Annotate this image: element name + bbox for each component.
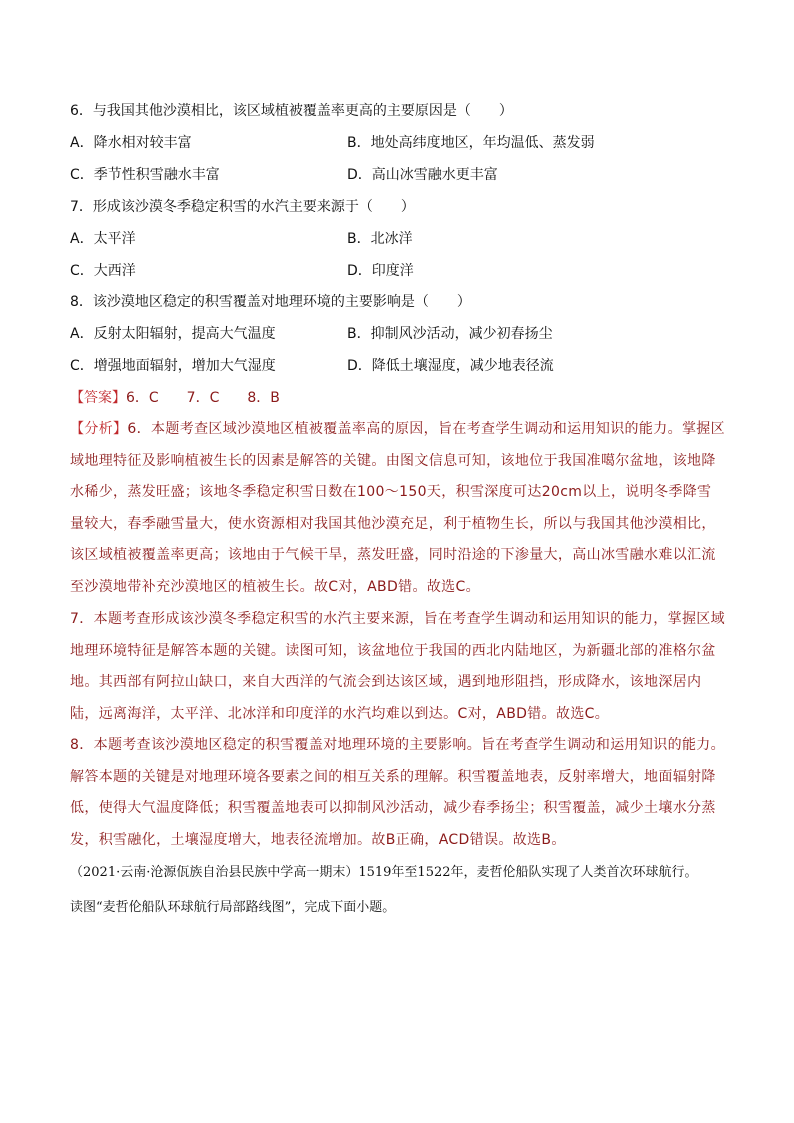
analysis-6-text: 6．本题考查区域沙漠地区植被覆盖率高的原因，旨在考查学生调动和运用知识的能力。掌握区域地理特征及影响植被生长的因素是解答的关键。由图文信息可知，该地位于我国准噶尔盆地，该地降水稀少，蒸发旺盛；该地冬季稳定积雪日数在100～150天，积雪深度可达20cm以上，说明冬季降雪量较大，春季融雪量大，使水资源相对我国其他沙漠充足，利于植物生长，所以与我国其他沙漠相比，该区域植被覆盖率更高；该地由于气候干旱，蒸发旺盛，同时沿途的下渗量大，高山冰雪融水难以汇流至沙漠地带补充沙漠地区的植被生长。故C对，ABD错。故选C。 xyxy=(70,421,726,595)
question-6-option-b: B．地处高纬度地区，年均温低、蒸发弱 xyxy=(347,135,595,151)
question-7-option-b: B．北冰洋 xyxy=(347,231,413,247)
question-8-option-d: D．降低土壤湿度，减少地表径流 xyxy=(347,358,554,374)
question-8-option-c: C．增强地面辐射，增加大气湿度 xyxy=(70,358,276,374)
question-7-option-d: D．印度洋 xyxy=(347,263,414,279)
answer-text: 6．C 7．C 8．B xyxy=(126,390,280,406)
question-8-option-b: B．抑制风沙活动，减少初春扬尘 xyxy=(347,326,553,342)
analysis-label: 【分析】 xyxy=(70,421,128,437)
analysis-7-text: 7．本题考查形成该沙漠冬季稳定积雪的水汽主要来源，旨在考查学生调动和运用知识的能力，掌握区域地理环境特征是解答本题的关键。读图可知，该盆地位于我国的西北内陆地区，为新疆北部的准格尔盆地。其西部有阿拉山缺口，来自大西洋的气流会到达该区域，遇到地形阻挡，形成降水，该地深居内陆，远离海洋，太平洋、北冰洋和印度洋的水汽均难以到达。C对，ABD错。故选C。 xyxy=(70,611,726,722)
question-6-option-c: C．季节性积雪融水丰富 xyxy=(70,167,220,183)
source-line-1: （2021·云南·沧源佤族自治县民族中学高一期末）1519年至1522年，麦哲伦船队实现了人类首次环球航行。 xyxy=(70,865,698,880)
answer-line xyxy=(70,388,280,408)
question-7-option-c: C．大西洋 xyxy=(70,263,136,279)
question-8-stem: 8．该沙漠地区稳定的积雪覆盖对地理环境的主要影响是（ ） xyxy=(70,294,471,310)
question-7-option-a: A．太平洋 xyxy=(70,231,136,247)
question-7-stem: 7．形成该沙漠冬季稳定积雪的水汽主要来源于（ ） xyxy=(70,199,415,215)
answer-label: 【答案】 xyxy=(70,390,126,406)
analysis-paragraph-8 xyxy=(70,730,725,856)
source-line-2: 读图“麦哲伦船队环球航行局部路线图”，完成下面小题。 xyxy=(70,900,396,915)
question-6-option-a: A．降水相对较丰富 xyxy=(70,135,192,151)
question-6-stem: 6．与我国其他沙漠相比，该区域植被覆盖率更高的主要原因是（ ） xyxy=(70,103,513,119)
analysis-paragraph-7 xyxy=(70,604,725,730)
question-8-option-a: A．反射太阳辐射，提高大气温度 xyxy=(70,326,276,342)
analysis-paragraph-6 xyxy=(70,414,725,603)
question-6-option-d: D．高山冰雪融水更丰富 xyxy=(347,167,498,183)
analysis-8-text: 8．本题考查该沙漠地区稳定的积雪覆盖对地理环境的主要影响。旨在考查学生调动和运用知识的能力。解答本题的关键是对地理环境各要素之间的相互关系的理解。积雪覆盖地表，反射率增大，地面辐射降低，使得大气温度降低；积雪覆盖地表可以抑制风沙活动，减少春季扬尘；积雪覆盖，减少土壤水分蒸发，积雪融化，土壤湿度增大，地表径流增加。故B正确，ACD错误。故选B。 xyxy=(70,737,726,848)
